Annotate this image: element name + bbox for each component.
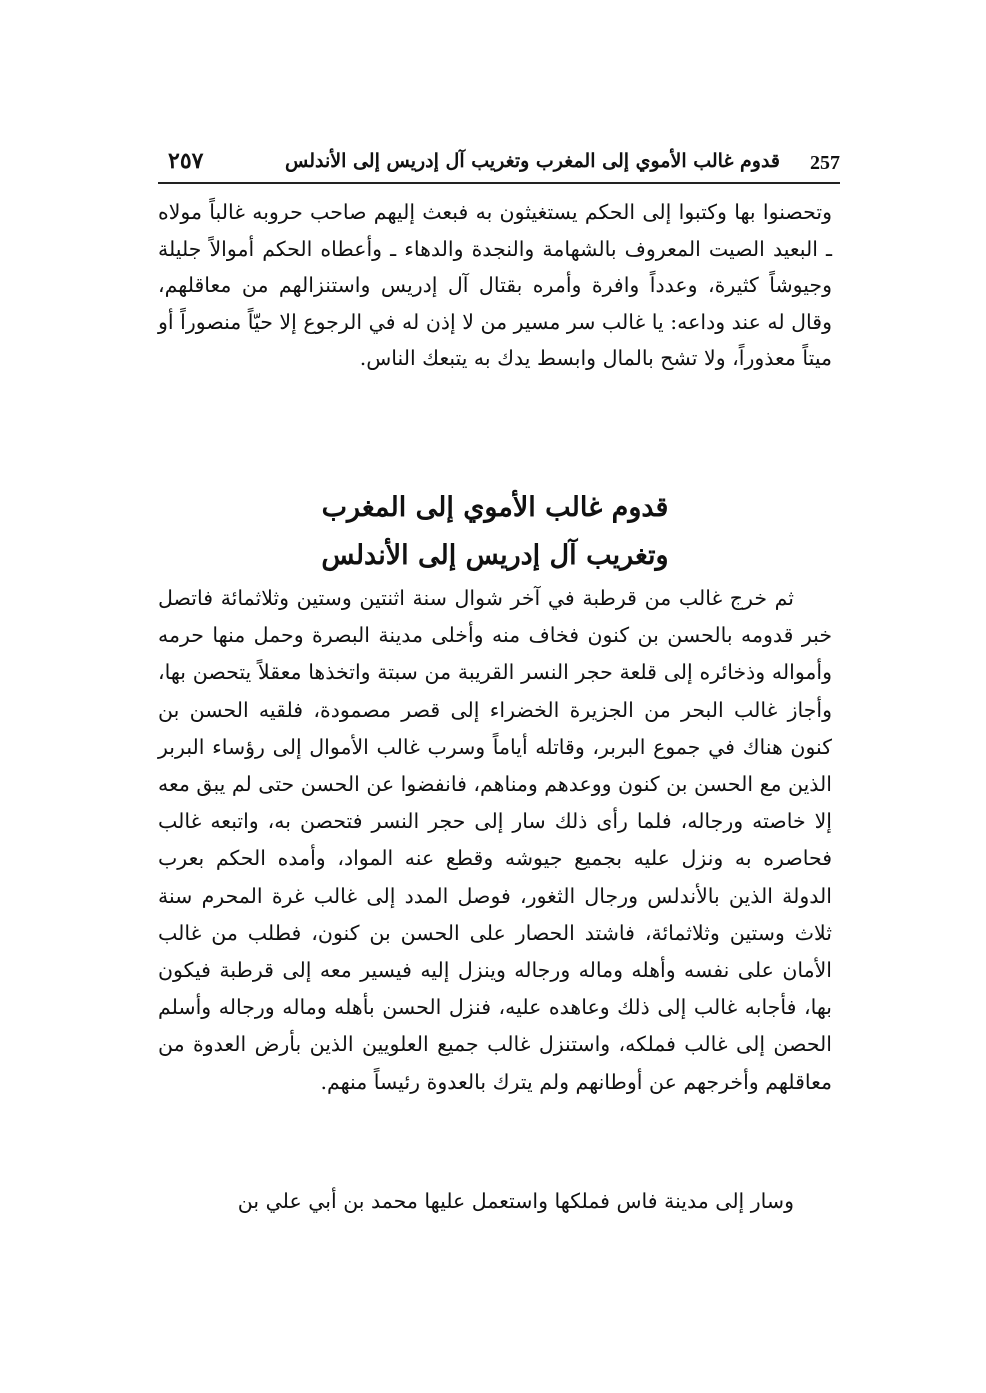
- section-heading: [158, 484, 832, 580]
- page-header: [158, 142, 840, 184]
- page-number-latin: 257: [810, 152, 840, 174]
- paragraph-final: [158, 1183, 832, 1220]
- paragraph-continuation: [158, 194, 832, 377]
- paragraph-text: ثم خرج غالب من قرطبة في آخر شوال سنة اثنتين وستين وثلاثمائة فاتصل خبر قدومه بالحسن بن كنون فخاف منه وأخلى مدينة البصرة وحمل منها حرمه وأمواله وذخائره إلى قلعة حجر النسر القريبة من سبتة واتخذها معقلاً يتحصن بها، وأجاز غالب البحر من الجزيرة الخضراء إلى قصر مصمودة، فلقيه الحسن بن كنون هناك في جموع البربر، وقاتله أياماً وسرب غالب الأموال إلى رؤساء البربر الذين مع الحسن بن كنون ووعدهم ومناهم، فانفضوا عن الحسن حتى لم يبق معه إلا خاصته ورجاله، فلما رأى ذلك سار إلى حجر النسر فتحصن به، واتبعه غالب فحاصره به ونزل عليه بجميع جيوشه وقطع عنه المواد، وأمده الحكم بعرب الدولة الذين بالأندلس ورجال الثغور، فوصل المدد إلى غالب غرة المحرم سنة ثلاث وستين وثلاثمائة، فاشتد الحصار على الحسن بن كنون، فطلب من غالب الأمان على نفسه وأهله وماله ورجاله وينزل إليه فيسير معه إلى قرطبة فيكون بها، فأجابه غالب إلى ذلك وعاهده عليه، فنزل الحسن بأهله وماله ورجاله وأسلم الحصن إلى غالب فملكه، واستنزل غالب جميع العلويين الذين بأرض العدوة من معاقلهم وأخرجهم عن أوطانهم ولم يترك بالعدوة رئيساً منهم.: [158, 586, 832, 1094]
- page-number-arabic: ٢٥٧: [168, 148, 204, 174]
- paragraph-text: وسار إلى مدينة فاس فملكها واستعمل عليها محمد بن أبي علي بن: [237, 1189, 794, 1213]
- paragraph-text: وتحصنوا بها وكتبوا إلى الحكم يستغيثون به فبعث إليهم صاحب حروبه غالباً مولاه ـ البعيد الصيت المعروف بالشهامة والنجدة والدهاء ـ وأعطاه الحكم أموالاً جليلة وجيوشاً كثيرة، وعدداً وافرة وأمره بقتال آل إدريس واستنزالهم من معاقلهم، وقال له عند وداعه: يا غالب سر مسير من لا إذن له في الرجوع إلا حيّاً منصوراً أو ميتاً معذوراً، ولا تشح بالمال وابسط يدك به يتبعك الناس.: [158, 200, 832, 370]
- running-title: قدوم غالب الأموي إلى المغرب وتغريب آل إدريس إلى الأندلس: [284, 150, 780, 172]
- section-heading-line-1: قدوم غالب الأموي إلى المغرب: [321, 492, 669, 523]
- paragraph-main: [158, 580, 832, 1101]
- section-heading-line-2: وتغريب آل إدريس إلى الأندلس: [321, 540, 669, 571]
